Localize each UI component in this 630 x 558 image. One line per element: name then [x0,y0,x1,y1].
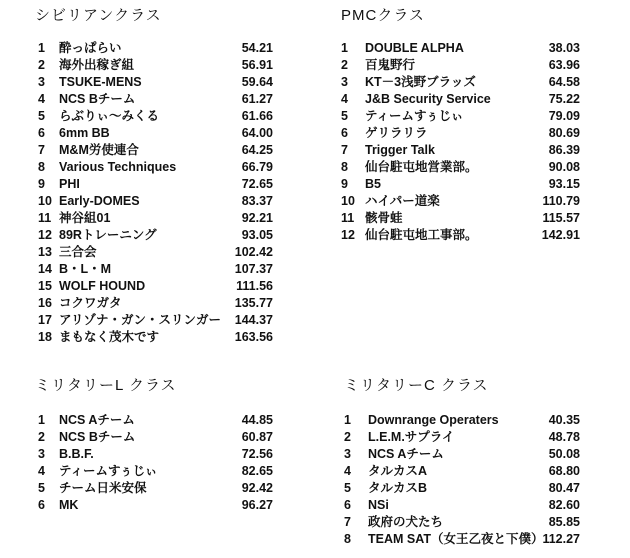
result-row [35,244,273,261]
team-name: 仙台駐屯地営業部。 [365,160,478,174]
rank: 5 [38,481,45,495]
team-name: Trigger Talk [365,143,435,157]
result-row [341,40,580,57]
score: 64.25 [241,143,273,157]
team-name: 百鬼野行 [365,58,416,72]
team-name: 6mm BB [59,126,110,140]
rank: 3 [344,447,351,461]
result-row [341,74,580,91]
rank: 3 [341,75,348,89]
rank: 5 [341,109,348,123]
section-title: PMCクラス [341,7,425,24]
team-name: ティームすぅじぃ [365,109,464,123]
rank: 13 [38,245,52,259]
team-name: タルカスB [368,481,428,495]
rank: 7 [344,515,351,529]
team-name: 89Rトレーニング [59,228,157,242]
score: 85.85 [548,515,580,529]
result-row [35,176,273,193]
score: 72.65 [241,177,273,191]
rank: 8 [344,532,351,546]
rank: 18 [38,330,52,344]
rank: 3 [38,447,45,461]
result-row [35,159,273,176]
score: 92.42 [241,481,273,495]
rank: 8 [38,160,45,174]
score: 112.27 [542,532,580,546]
rank: 2 [38,58,45,72]
rank: 2 [38,430,45,444]
result-row [344,480,580,497]
result-row [35,312,273,329]
result-row [35,446,273,463]
civilian-class-results [35,6,273,346]
team-name: Downrange Operaters [368,413,499,427]
rank: 2 [344,430,351,444]
team-name: 三合会 [59,245,97,259]
rank: 11 [341,211,355,225]
result-row [35,329,273,346]
result-row [35,210,273,227]
result-row [35,108,273,125]
rank: 11 [38,211,52,225]
rank: 10 [38,194,52,208]
score: 40.35 [548,413,580,427]
score: 82.60 [548,498,580,512]
rank: 7 [341,143,348,157]
rank: 1 [344,413,351,427]
result-row [344,497,580,514]
team-name: ティームすぅじぃ [59,464,158,478]
team-name: PHI [59,177,80,191]
result-row [341,125,580,142]
score: 59.64 [241,75,273,89]
score: 79.09 [548,109,580,123]
result-row [341,159,580,176]
team-name: B5 [365,177,381,191]
rank: 1 [38,413,45,427]
result-row [341,210,580,227]
score: 96.27 [241,498,273,512]
score: 92.21 [241,211,273,225]
rank: 1 [38,41,45,55]
score: 75.22 [548,92,580,106]
score: 115.57 [542,211,580,225]
results-list [344,412,580,548]
score: 56.91 [241,58,273,72]
score: 80.69 [548,126,580,140]
section-title: ミリタリーC クラス [344,377,489,394]
team-name: B・L・M [59,262,112,276]
team-name: Various Techniques [59,160,177,174]
result-row [35,278,273,295]
result-row [344,463,580,480]
results-list [35,40,273,346]
score: 107.37 [234,262,273,276]
score: 90.08 [548,160,580,174]
section-title: ミリタリーL クラス [35,377,177,394]
result-row [35,261,273,278]
team-name: タルカスA [368,464,428,478]
result-row [344,429,580,446]
rank: 12 [341,228,355,242]
score: 86.39 [548,143,580,157]
team-name: M&M労使連合 [59,143,139,157]
rank: 5 [38,109,45,123]
result-row [35,227,273,244]
score: 93.15 [548,177,580,191]
rank: 9 [341,177,348,191]
team-name: B.B.F. [59,447,94,461]
score: 50.08 [548,447,580,461]
team-name: Early-DOMES [59,194,140,208]
result-row [341,108,580,125]
score: 61.27 [241,92,273,106]
results-list [341,40,580,244]
score: 63.96 [548,58,580,72]
result-row [344,446,580,463]
score: 142.91 [541,228,580,242]
rank: 17 [38,313,52,327]
result-row [344,531,580,548]
result-row [341,91,580,108]
result-row [35,497,273,514]
result-row [35,57,273,74]
score: 38.03 [548,41,580,55]
score: 61.66 [241,109,273,123]
rank: 16 [38,296,52,310]
military-l-class-results [35,376,273,514]
team-name: NSi [368,498,389,512]
team-name: ゲリラリラ [365,126,428,140]
rank: 6 [344,498,351,512]
score: 54.21 [241,41,273,55]
rank: 5 [344,481,351,495]
team-name: MK [59,498,79,512]
rank: 6 [38,126,45,140]
rank: 4 [341,92,348,106]
result-row [35,412,273,429]
rank: 3 [38,75,45,89]
team-name: コクワガタ [59,296,122,310]
military-c-class-results [344,376,580,548]
team-name: TSUKE-MENS [59,75,142,89]
rank: 6 [341,126,348,140]
rank: 4 [38,92,45,106]
result-row [341,176,580,193]
rank: 8 [341,160,348,174]
rank: 4 [344,464,351,478]
score: 144.37 [234,313,273,327]
result-row [35,125,273,142]
team-name: らぶりぃ～みくる [59,109,160,123]
result-row [35,40,273,57]
result-row [35,91,273,108]
team-name: L.E.M.サプライ [368,430,455,444]
result-row [35,142,273,159]
result-row [35,295,273,312]
team-name: DOUBLE ALPHA [365,41,464,55]
team-name: 政府の犬たち [368,515,444,529]
team-name: 海外出稼ぎ組 [59,58,135,72]
score: 66.79 [241,160,273,174]
results-list [35,412,273,514]
team-name: アリゾナ・ガン・スリンガー [59,313,222,327]
result-row [35,193,273,210]
score: 48.78 [548,430,580,444]
rank: 10 [341,194,355,208]
result-row [35,429,273,446]
rank: 2 [341,58,348,72]
result-row [341,142,580,159]
rank: 7 [38,143,45,157]
team-name: ハイパー道楽 [365,194,440,208]
team-name: 仙台駐屯地工事部。 [365,228,478,242]
result-row [35,480,273,497]
score: 64.00 [241,126,273,140]
team-name: NCS Aチーム [59,413,135,427]
result-row [341,193,580,210]
rank: 4 [38,464,45,478]
rank: 9 [38,177,45,191]
team-name: J&B Security Service [365,92,491,106]
team-name: WOLF HOUND [59,279,146,293]
result-row [341,57,580,74]
score: 111.56 [236,279,273,293]
team-name: TEAM SAT（女王乙夜と下僕） [368,532,544,546]
score: 110.79 [542,194,580,208]
score: 82.65 [241,464,273,478]
rank: 1 [341,41,348,55]
score: 93.05 [241,228,273,242]
result-row [344,514,580,531]
score: 163.56 [234,330,273,344]
score: 44.85 [241,413,273,427]
result-row [341,227,580,244]
score: 83.37 [241,194,273,208]
score: 102.42 [234,245,273,259]
score: 72.56 [241,447,273,461]
team-name: 酔っぱらい [59,41,122,55]
score: 68.80 [548,464,580,478]
result-row [35,463,273,480]
team-name: チーム日米安保 [59,481,147,495]
rank: 14 [38,262,52,276]
team-name: NCS Bチーム [59,430,136,444]
team-name: 骸骨蛙 [365,211,403,225]
score: 60.87 [241,430,273,444]
score: 64.58 [548,75,580,89]
section-title: シビリアンクラス [35,7,162,24]
team-name: NCS Aチーム [368,447,444,461]
result-row [35,74,273,91]
team-name: 神谷組01 [59,211,111,225]
team-name: KT－3浅野ブラッズ [365,75,476,89]
rank: 12 [38,228,52,242]
rank: 15 [38,279,52,293]
rank: 6 [38,498,45,512]
pmc-class-results [341,6,580,244]
team-name: NCS Bチーム [59,92,136,106]
score: 80.47 [548,481,580,495]
result-row [344,412,580,429]
score: 135.77 [234,296,273,310]
team-name: まもなく茂木です [59,330,160,344]
